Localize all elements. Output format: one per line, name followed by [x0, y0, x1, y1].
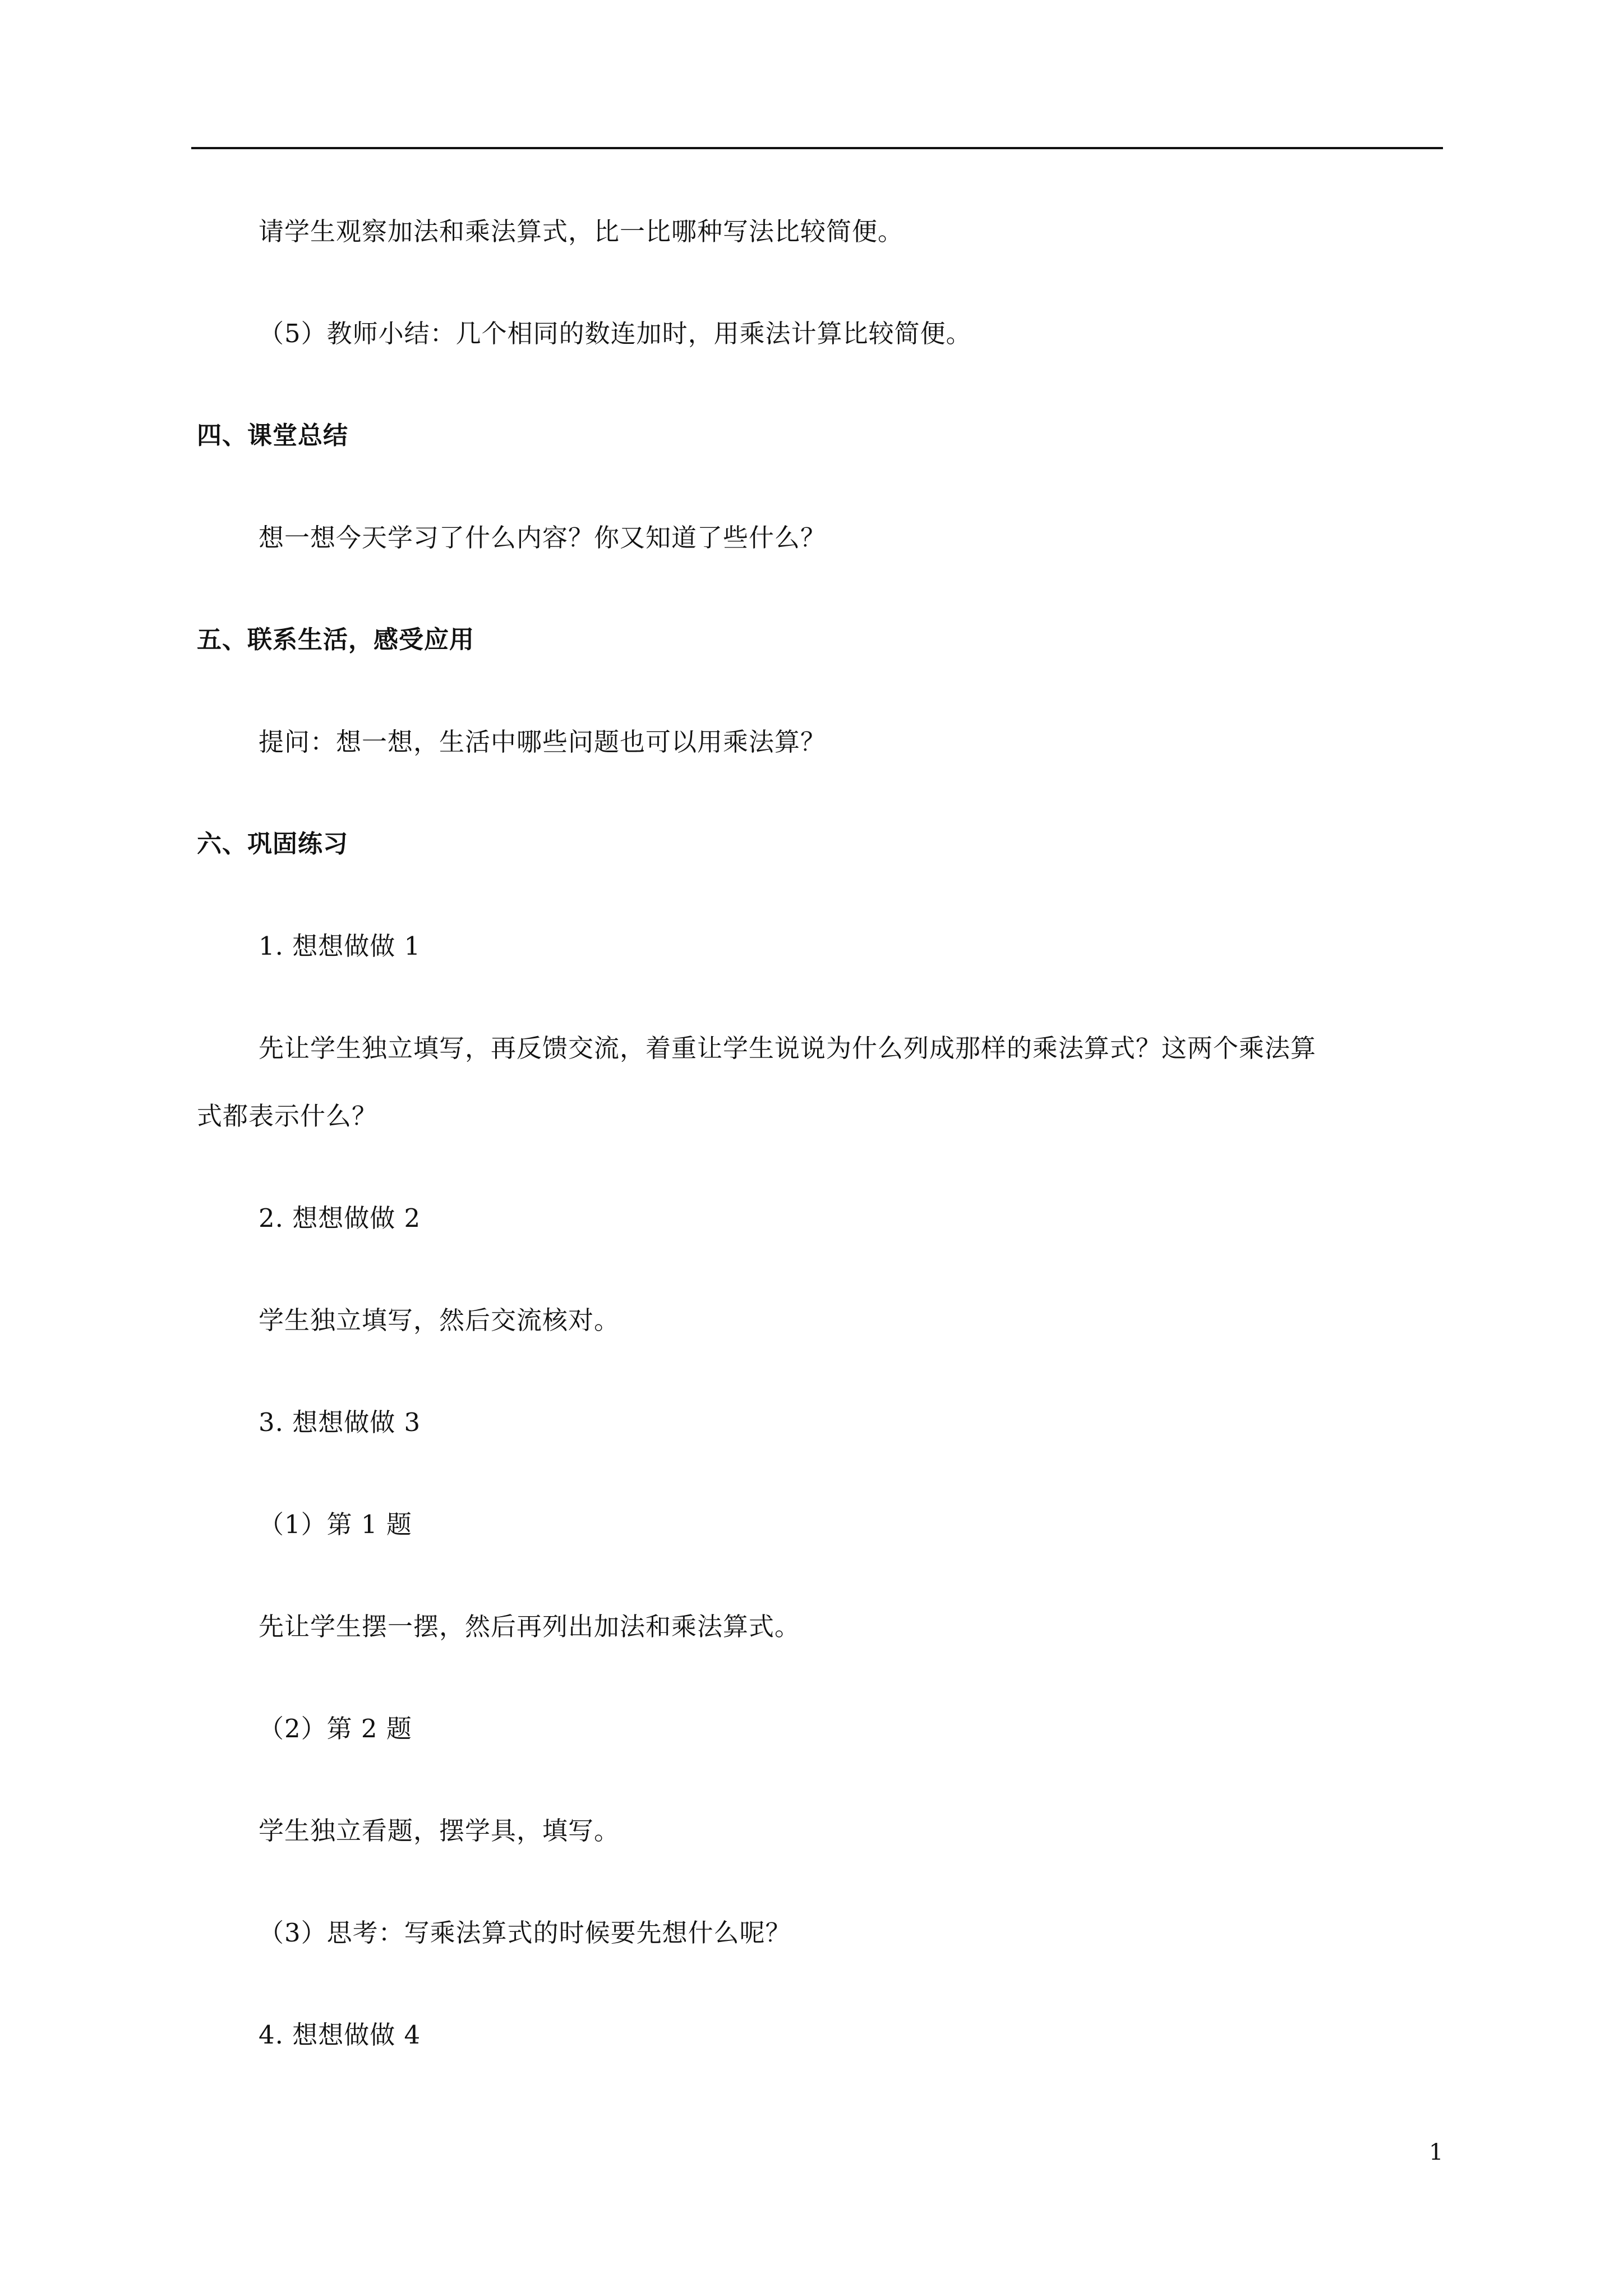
page-number: 1 — [1429, 2139, 1444, 2165]
paragraph: 学生独立看题，摆学具，填写。 — [259, 1816, 620, 1846]
section-heading: 四、课堂总结 — [197, 421, 348, 450]
paragraph: 先让学生独立填写，再反馈交流，着重让学生说说为什么列成那样的乘法算式？这两个乘法算 — [259, 1033, 1317, 1063]
paragraph: （3）思考：写乘法算式的时候要先想什么呢？ — [259, 1918, 791, 1948]
header-rule — [191, 147, 1443, 149]
paragraph: 提问：想一想，生活中哪些问题也可以用乘法算？ — [259, 727, 827, 757]
section-heading: 六、巩固练习 — [197, 830, 348, 858]
paragraph-continuation: 式都表示什么？ — [197, 1101, 378, 1131]
paragraph: （5）教师小结：几个相同的数连加时，用乘法计算比较简便。 — [259, 319, 972, 348]
paragraph: 学生独立填写，然后交流核对。 — [259, 1305, 620, 1335]
paragraph: 4. 想想做做 4 — [259, 2020, 421, 2050]
paragraph: 想一想今天学习了什么内容？你又知道了些什么？ — [259, 523, 827, 553]
paragraph: （2）第 2 题 — [259, 1714, 412, 1743]
paragraph: 2. 想想做做 2 — [259, 1203, 421, 1233]
paragraph: 请学生观察加法和乘法算式，比一比哪种写法比较简便。 — [259, 217, 904, 246]
paragraph: 3. 想想做做 3 — [259, 1407, 421, 1437]
paragraph: 1. 想想做做 1 — [259, 931, 421, 961]
paragraph: （1）第 1 题 — [259, 1510, 412, 1539]
paragraph: 先让学生摆一摆，然后再列出加法和乘法算式。 — [259, 1612, 801, 1641]
section-heading: 五、联系生活，感受应用 — [197, 625, 474, 654]
